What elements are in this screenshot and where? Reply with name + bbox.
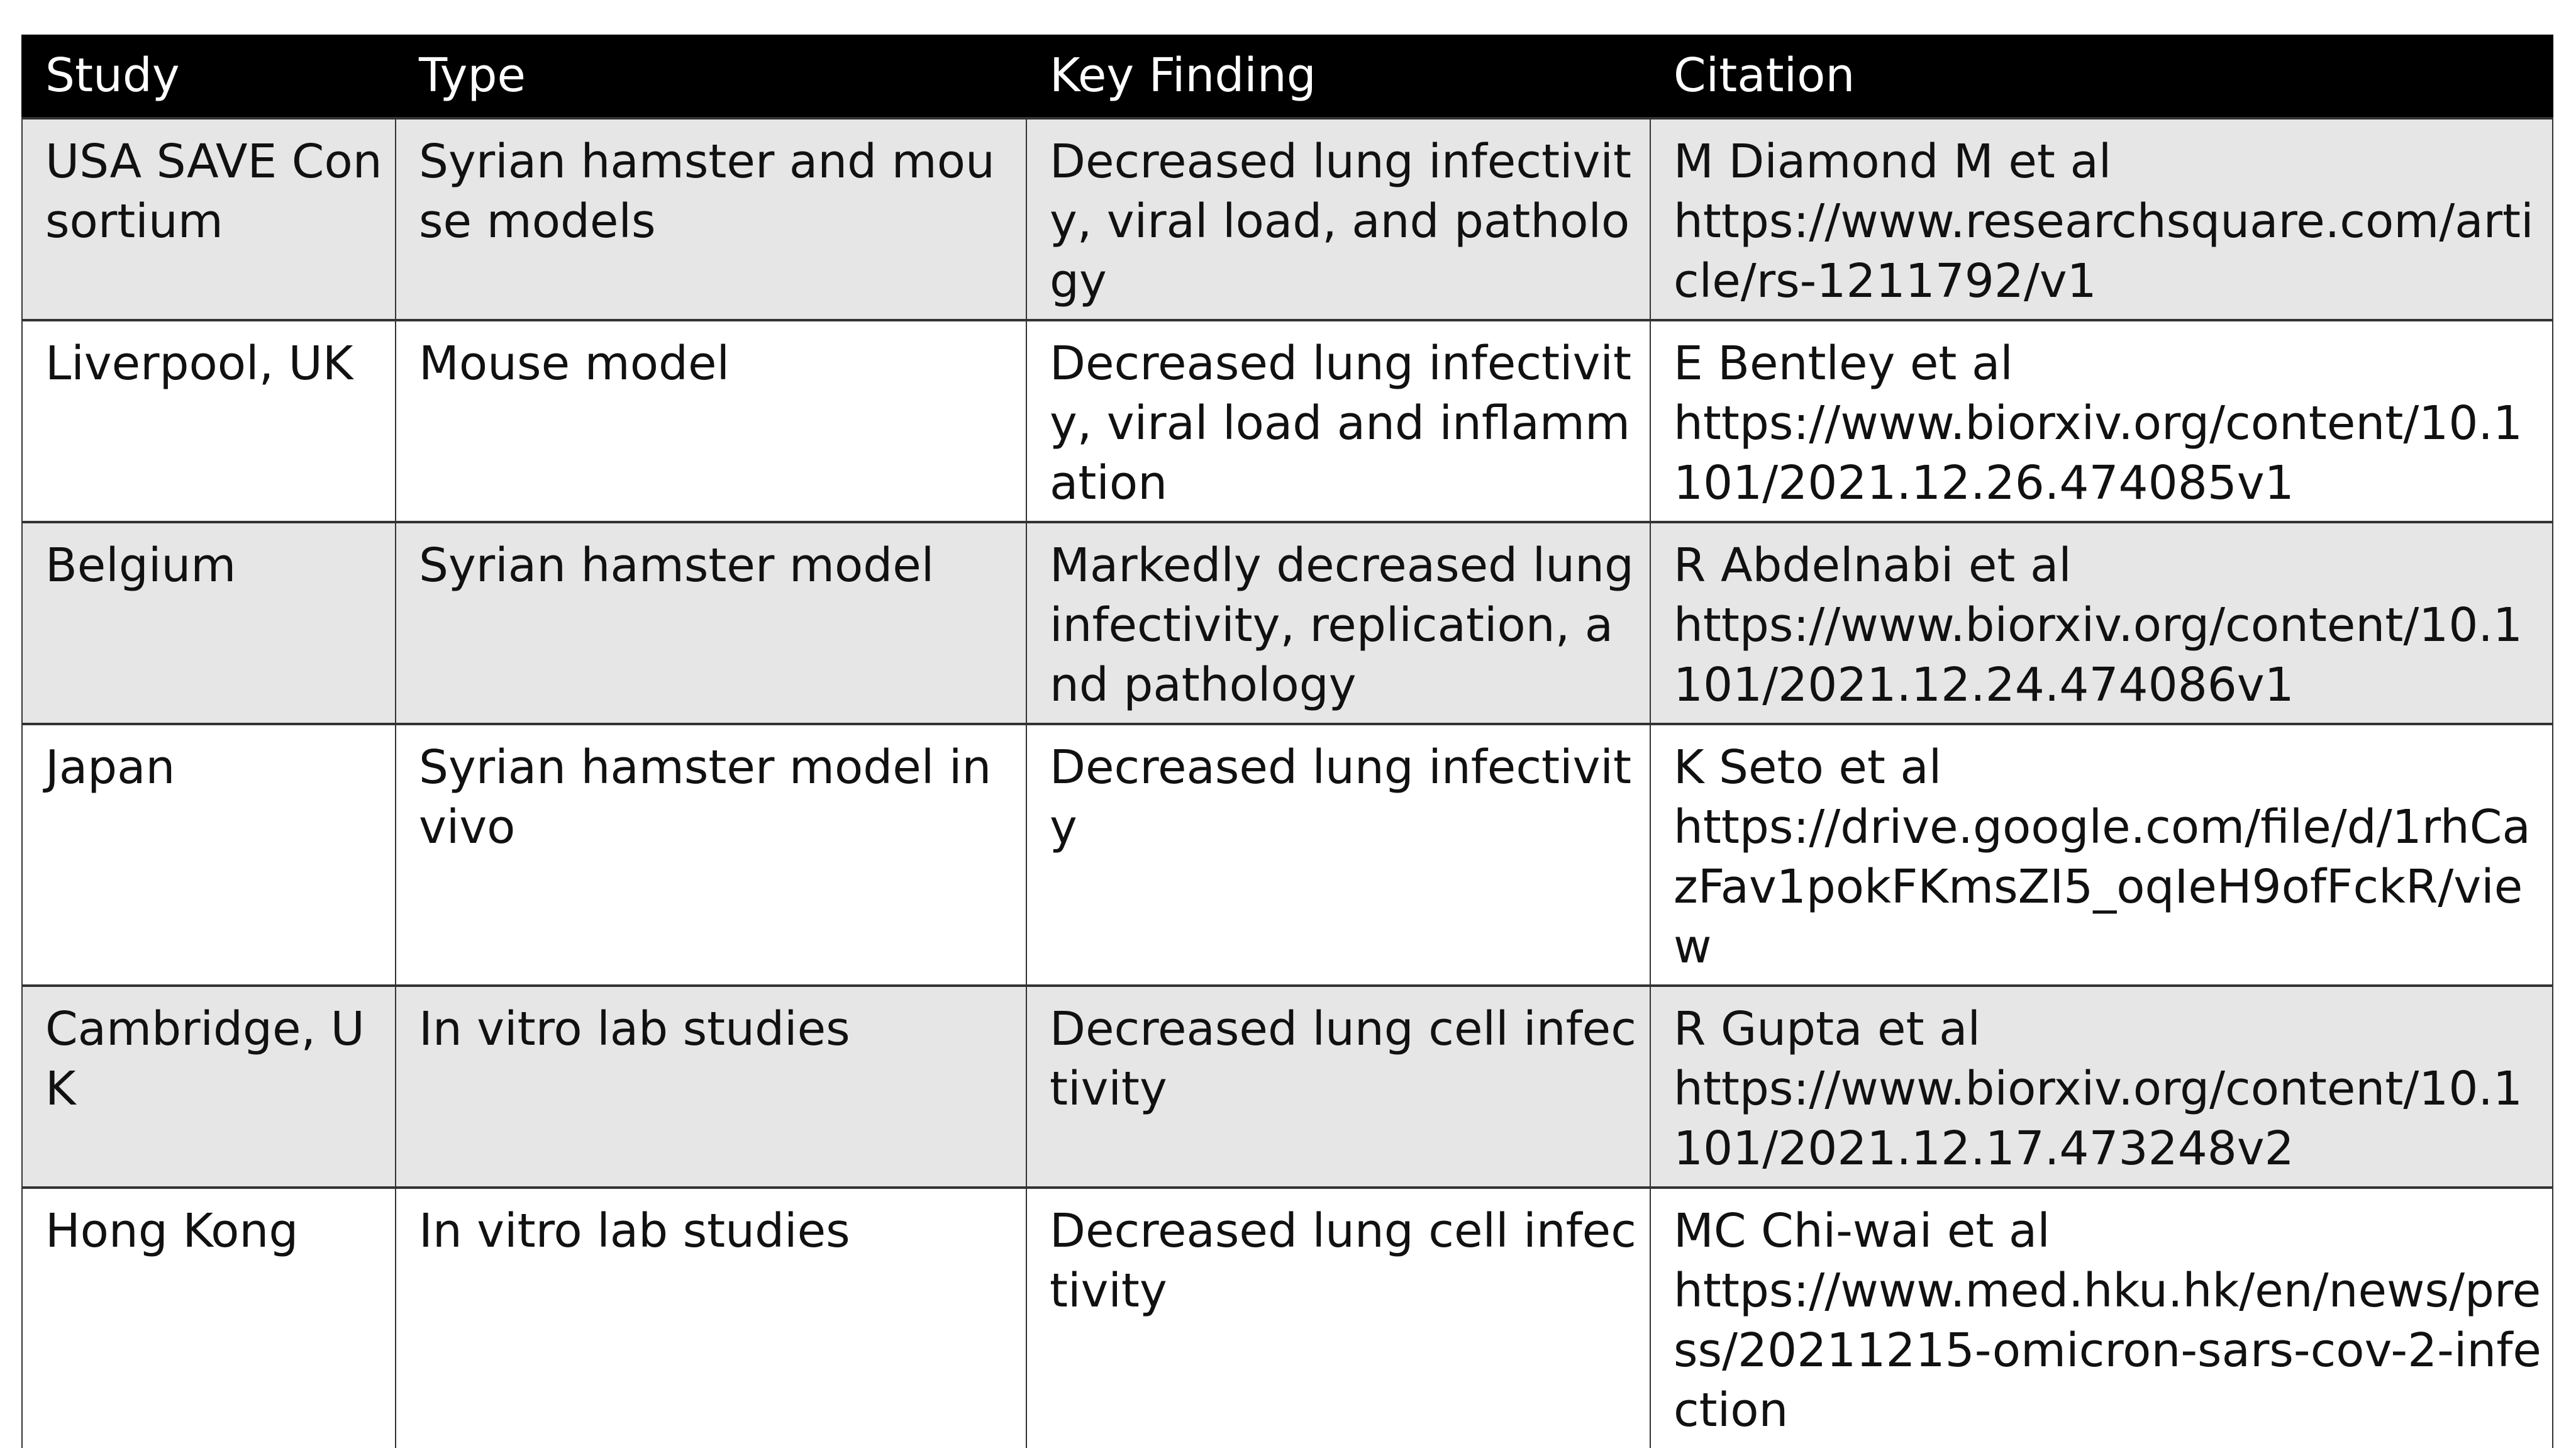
citation-author: MC Chi-wai et al	[1674, 1204, 2050, 1258]
table-row	[22, 986, 2553, 1188]
study-type: In vitro lab studies	[419, 1204, 850, 1258]
study-type: In vitro lab studies	[419, 1002, 850, 1056]
citation-cell	[1650, 118, 2553, 320]
citation-author: M Diamond M et al	[1674, 135, 2112, 189]
citation-url: https://www.biorxiv.org/content/10.1101/2021.12.17.473248v2	[1674, 1062, 2523, 1176]
type-cell	[396, 320, 1026, 522]
study-name: Japan	[45, 740, 175, 794]
table-row	[22, 320, 2553, 522]
key-finding: Decreased lung infectivity, viral load, and pathology	[1050, 135, 1631, 308]
header-key-finding: Key Finding	[1026, 35, 1650, 118]
citation-author: R Abdelnabi et al	[1674, 538, 2072, 593]
citation-url: https://www.researchsquare.com/article/rs-1211792/v1	[1674, 194, 2534, 308]
finding-cell	[1026, 320, 1650, 522]
table-row	[22, 522, 2553, 724]
studies-table	[21, 35, 2553, 1448]
study-cell	[22, 1188, 396, 1448]
citation-cell	[1650, 1188, 2553, 1448]
citation-cell	[1650, 724, 2553, 986]
study-cell	[22, 986, 396, 1188]
key-finding: Decreased lung infectivity, viral load and inflammation	[1050, 337, 1631, 510]
type-cell	[396, 1188, 1026, 1448]
citation-author: K Seto et al	[1674, 740, 1942, 794]
citation-author: E Bentley et al	[1674, 337, 2013, 391]
study-cell	[22, 724, 396, 986]
study-type: Syrian hamster model in vivo	[419, 740, 992, 854]
study-type: Syrian hamster model	[419, 538, 935, 593]
study-name: Hong Kong	[45, 1204, 299, 1258]
type-cell	[396, 986, 1026, 1188]
header-citation: Citation	[1650, 35, 2553, 118]
study-cell	[22, 118, 396, 320]
study-cell	[22, 522, 396, 724]
finding-cell	[1026, 724, 1650, 986]
study-name: Cambridge, UK	[45, 1002, 365, 1116]
finding-cell	[1026, 1188, 1650, 1448]
finding-cell	[1026, 118, 1650, 320]
citation-author: R Gupta et al	[1674, 1002, 1981, 1056]
study-type: Mouse model	[419, 337, 730, 391]
table-header-row	[22, 35, 2553, 118]
citation-cell	[1650, 320, 2553, 522]
study-name: Liverpool, UK	[45, 337, 353, 391]
key-finding: Decreased lung infectivity	[1050, 740, 1631, 854]
key-finding: Markedly decreased lung infectivity, replication, and pathology	[1050, 538, 1634, 712]
table-row	[22, 118, 2553, 320]
citation-url: https://www.biorxiv.org/content/10.1101/2021.12.24.474086v1	[1674, 598, 2523, 712]
header-study: Study	[22, 35, 396, 118]
type-cell	[396, 724, 1026, 986]
table-row	[22, 1188, 2553, 1448]
table-row	[22, 724, 2553, 986]
citation-url: https://www.biorxiv.org/content/10.1101/2021.12.26.474085v1	[1674, 396, 2523, 510]
study-name: Belgium	[45, 538, 236, 593]
header-type: Type	[396, 35, 1026, 118]
study-name: USA SAVE Consortium	[45, 135, 382, 248]
citation-cell	[1650, 522, 2553, 724]
citation-url: https://www.med.hku.hk/en/news/press/20211215-omicron-sars-cov-2-infection	[1674, 1264, 2541, 1437]
citation-cell	[1650, 986, 2553, 1188]
type-cell	[396, 118, 1026, 320]
finding-cell	[1026, 522, 1650, 724]
key-finding: Decreased lung cell infectivity	[1050, 1002, 1636, 1116]
study-cell	[22, 320, 396, 522]
key-finding: Decreased lung cell infectivity	[1050, 1204, 1636, 1318]
type-cell	[396, 522, 1026, 724]
citation-url: https://drive.google.com/file/d/1rhCazFav1pokFKmsZI5_oqIeH9ofFckR/view	[1674, 800, 2531, 974]
finding-cell	[1026, 986, 1650, 1188]
study-type: Syrian hamster and mouse models	[419, 135, 995, 248]
